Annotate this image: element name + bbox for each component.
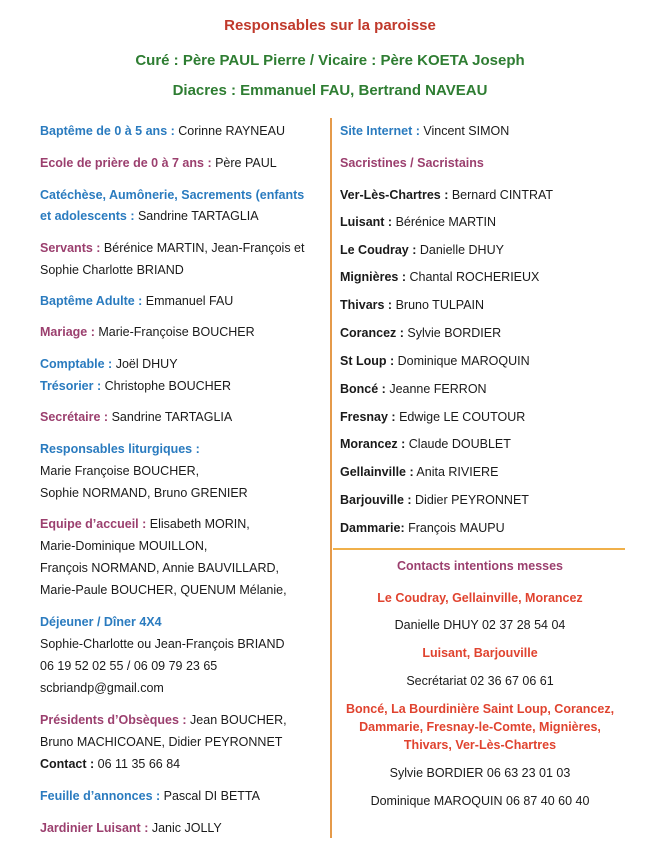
contact-phone: 06 11 35 66 84 [94,757,181,771]
sacristain-place: Le Coudray : [340,243,417,257]
accueil-name-2: Marie-Dominique MOUILLON, [40,539,208,553]
dejeuner-label: Déjeuner / Dîner 4X4 [40,615,162,629]
contact3-places-3: Thivars, Ver-Lès-Chartres [403,738,557,752]
bapteme-adulte-label: Baptême Adulte : [40,294,143,308]
accueil-name-4: Marie-Paule BOUCHER, QUENUM Mélanie, [40,583,287,597]
tresorier-name: Christophe BOUCHER [101,379,232,393]
sacristain-name: Chantal ROCHERIEUX [406,270,540,284]
sacristain-row [340,408,525,426]
sacristain-place: Barjouville : [340,493,412,507]
comptable-label: Comptable : [40,357,113,371]
contact1-places: Le Coudray, Gellainville, Morancez [377,591,583,605]
sacristain-name: Jeanne FERRON [385,382,487,396]
mariage-label: Mariage : [40,325,95,339]
sacristain-row [340,213,496,231]
sacristain-row [340,519,505,537]
secretaire-name: Sandrine TARTAGLIA [108,410,233,424]
sacristain-row [340,186,553,204]
secretaire-label: Secrétaire : [40,410,109,424]
section-divider [333,548,625,550]
sacristain-place: St Loup : [340,354,395,368]
bapteme-adulte-name: Emmanuel FAU [142,294,234,308]
jardinier-label: Jardinier Luisant : [40,821,149,835]
site-name: Vincent SIMON [419,124,510,138]
contact2-places: Luisant, Barjouville [422,646,538,660]
contact3-person-1: Sylvie BORDIER 06 63 23 01 03 [389,766,571,780]
sacristain-place: Dammarie: [340,521,405,535]
sacristain-name: Claude DOUBLET [405,437,511,451]
sacristain-name: Anita RIVIERE [413,465,499,479]
contact3-person-2: Dominique MAROQUIN 06 87 40 60 40 [370,794,590,808]
sacristain-row [340,380,487,398]
contact2-person: Secrétariat 02 36 67 06 61 [406,674,554,688]
liturgiques-entry [40,440,248,502]
servants-entry [40,239,304,279]
sacristain-row [340,435,511,453]
liturgiques-name-1: Marie Françoise BOUCHER, [40,464,200,478]
sacristain-row [340,241,504,259]
accueil-name-3: François NORMAND, Annie BAUVILLARD, [40,561,279,575]
contact-label: Contact : [40,757,95,771]
liturgiques-name-2: Sophie NORMAND, Bruno GRENIER [40,486,248,500]
mariage-entry [40,323,255,341]
site-entry [340,122,509,140]
clergy-line: Curé : Père PAUL Pierre / Vicaire : Père KOETA Joseph [135,52,525,69]
sacristain-name: Bernard CINTRAT [448,188,554,202]
feuille-entry [40,787,260,805]
sacristain-row [340,296,484,314]
mariage-name: Marie-Françoise BOUCHER [94,325,255,339]
sacristain-name: Didier PEYRONNET [411,493,529,507]
obseques-name-2: Bruno MACHICOANE, Didier PEYRONNET [40,735,283,749]
ecole-entry [40,154,277,172]
comptable-entry [40,355,231,395]
catechese-label-2: et adolescents : [40,209,135,223]
servants-name-1: Bérénice MARTIN, Jean-François et [100,241,305,255]
obseques-entry [40,711,287,773]
dejeuner-email[interactable]: scbriandp@gmail.com [40,681,164,695]
liturgiques-label: Responsables liturgiques : [40,442,200,456]
tresorier-label: Trésorier : [40,379,102,393]
bapteme-entry [40,122,285,140]
dejeuner-phone: 06 19 52 02 55 / 06 09 79 23 65 [40,659,218,673]
sacristain-row [340,324,501,342]
sacristain-row [340,268,539,286]
contact1-person: Danielle DHUY 02 37 28 54 04 [394,618,566,632]
obseques-label: Présidents d’Obsèques : [40,713,187,727]
ecole-label: Ecole de prière de 0 à 7 ans : [40,156,212,170]
bapteme-name: Corinne RAYNEAU [174,124,286,138]
bapteme-label: Baptême de 0 à 5 ans : [40,124,175,138]
sacristain-name: Sylvie BORDIER [403,326,502,340]
sacristain-name: Edwige LE COUTOUR [395,410,526,424]
sacristain-place: Gellainville : [340,465,414,479]
sacristain-place: Boncé : [340,382,386,396]
feuille-name: Pascal DI BETTA [160,789,260,803]
bapteme-adulte-entry [40,292,233,310]
ecole-name: Père PAUL [211,156,277,170]
sacristain-place: Luisant : [340,215,393,229]
sacristain-row [340,491,529,509]
sacristain-name: Danielle DHUY [416,243,504,257]
accueil-label: Equipe d’accueil : [40,517,147,531]
sacristain-place: Morancez : [340,437,406,451]
secretaire-entry [40,408,232,426]
page-title: Responsables sur la paroisse [224,17,436,34]
sacristain-place: Fresnay : [340,410,396,424]
sacristain-place: Thivars : [340,298,393,312]
contact3-places-2: Dammarie, Fresnay-le-Comte, Mignières, [359,720,601,734]
obseques-name-1: Jean BOUCHER, [186,713,287,727]
sacristain-name: Bruno TULPAIN [392,298,485,312]
contact3-places-1: Boncé, La Bourdinière Saint Loup, Corancez, [345,702,615,716]
servants-label: Servants : [40,241,101,255]
feuille-label: Feuille d’annonces : [40,789,161,803]
sacristain-place: Mignières : [340,270,406,284]
sacristines-heading: Sacristines / Sacristains [340,156,484,170]
sacristain-place: Corancez : [340,326,404,340]
sacristain-name: Bérénice MARTIN [392,215,497,229]
accueil-entry [40,515,287,599]
sacristain-name: Dominique MAROQUIN [394,354,530,368]
jardinier-entry [40,819,222,837]
jardinier-name: Janic JOLLY [148,821,222,835]
sacristain-row [340,463,498,481]
catechese-name: Sandrine TARTAGLIA [134,209,259,223]
sacristain-row [340,352,530,370]
column-divider [330,118,332,838]
servants-name-2: Sophie Charlotte BRIAND [40,263,184,277]
dejeuner-name: Sophie-Charlotte ou Jean-François BRIAND [40,637,285,651]
accueil-name-1: Elisabeth MORIN, [146,517,250,531]
deacons-line: Diacres : Emmanuel FAU, Bertrand NAVEAU [172,82,488,99]
contacts-title: Contacts intentions messes [396,559,563,573]
site-label: Site Internet : [340,124,420,138]
catechese-entry [40,186,304,225]
sacristain-name: François MAUPU [404,521,505,535]
dejeuner-entry [40,613,285,697]
comptable-name: Joël DHUY [112,357,178,371]
catechese-label-1: Catéchèse, Aumônerie, Sacrements (enfants [40,188,305,202]
sacristain-place: Ver-Lès-Chartres : [340,188,449,202]
